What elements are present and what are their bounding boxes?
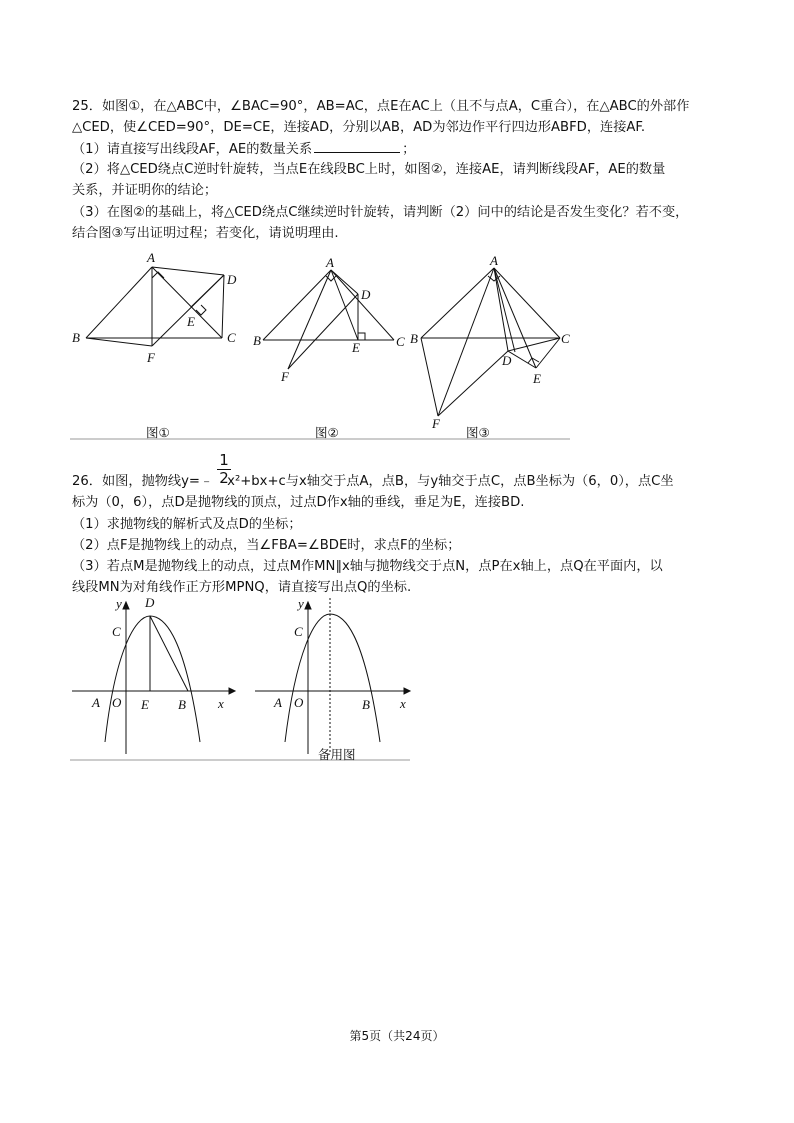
figure-caption: 图①	[146, 425, 170, 440]
label-E: E	[352, 340, 360, 355]
q25-sub2-line2: 关系，并证明你的结论；	[72, 183, 218, 198]
q26-line1-b: x²+bx+c与x轴交于点A，点B，与y轴交于点C，点B坐标为（6，0），点C坐	[227, 474, 674, 489]
q25-figure-1	[86, 267, 224, 346]
page-footer: 第5页（共24页）	[349, 1029, 445, 1043]
label-A: A	[326, 255, 334, 270]
figure-caption: 图③	[466, 425, 490, 440]
label-D: D	[227, 272, 237, 287]
axis-label-y: y	[116, 596, 122, 611]
label-C: C	[227, 330, 236, 345]
q25-line1: 25．如图①，在△ABC中，∠BAC=90°，AB=AC，点E在AC上（且不与点A，C重合），在△ABC的外部作	[72, 99, 690, 114]
q25-sub2-line1: （2）将△CED绕点C逆时针旋转，当点E在线段BC上时，如图②，连接AE，请判断线段AF，AE的数量	[72, 162, 666, 177]
axis-label-y: y	[298, 596, 304, 611]
axis-label-x: x	[400, 696, 406, 711]
label-C: C	[294, 624, 303, 639]
label-A: A	[274, 695, 282, 710]
label-B: B	[410, 331, 418, 346]
fraction-one-half	[217, 452, 231, 487]
q26-sub3-line2: 线段MN为对角线作正方形MPNQ，请直接写出点Q的坐标.	[72, 580, 412, 595]
q25-sub3-line1: （3）在图②的基础上，将△CED绕点C继续逆时针旋转，请判断（2）问中的结论是否发生变化？若不变，	[72, 205, 689, 220]
q25-figure-3	[421, 268, 560, 416]
label-C: C	[112, 624, 121, 639]
q25-sub1-end: ；	[402, 142, 416, 157]
label-O: O	[112, 695, 122, 710]
figure-caption: 备用图	[318, 747, 356, 762]
label-C: C	[396, 334, 405, 349]
label-A: A	[147, 250, 155, 265]
q26-sub3-line1: （3）若点M是抛物线上的动点，过点M作MN∥x轴与抛物线交于点N，点P在x轴上，点Q在平面内，以	[72, 559, 663, 574]
q26-figure-backup	[255, 598, 410, 754]
q25-sub3-line2: 结合图③写出证明过程；若变化，请说明理由.	[72, 226, 339, 241]
label-F: F	[147, 350, 155, 365]
fraction-denominator: 2	[217, 469, 231, 487]
q26-line2: 标为（0，6），点D是抛物线的顶点，过点D作x轴的垂线，垂足为E，连接BD.	[72, 495, 525, 510]
label-O: O	[294, 695, 304, 710]
label-B: B	[362, 697, 370, 712]
q25-figures	[60, 248, 580, 443]
q25-sub1	[72, 140, 415, 160]
label-A: A	[490, 253, 498, 268]
q25-sub1-text: （1）请直接写出线段AF，AE的数量关系	[72, 142, 313, 157]
label-B: B	[178, 697, 186, 712]
q26-sub2: （2）点F是抛物线上的动点，当∠FBA=∠BDE时，求点F的坐标；	[72, 538, 461, 553]
figure-caption: 图②	[315, 425, 339, 440]
q26-sub1: （1）求抛物线的解析式及点D的坐标；	[72, 517, 302, 532]
label-E: E	[187, 314, 195, 329]
label-D: D	[361, 287, 371, 302]
label-B: B	[253, 333, 261, 348]
answer-blank	[314, 140, 400, 153]
q26-figures	[60, 592, 420, 767]
label-C: C	[561, 331, 570, 346]
axis-label-x: x	[218, 696, 224, 711]
q26-figure-main	[72, 602, 235, 754]
label-F: F	[281, 369, 289, 384]
label-F: F	[432, 416, 440, 431]
label-E: E	[533, 371, 541, 386]
q26-line1	[72, 472, 674, 492]
fraction-numerator: 1	[219, 451, 229, 469]
q26-line1-a: 26．如图，抛物线y=﹣	[72, 474, 214, 489]
label-B: B	[72, 330, 80, 345]
label-A: A	[92, 695, 100, 710]
q25-figure-2	[263, 270, 394, 369]
label-E: E	[141, 697, 149, 712]
label-D: D	[145, 595, 155, 610]
q25-line2: △CED，使∠CED=90°，DE=CE，连接AD，分别以AB，AD为邻边作平行四边形ABFD，连接AF.	[72, 120, 646, 135]
label-D: D	[502, 353, 512, 368]
